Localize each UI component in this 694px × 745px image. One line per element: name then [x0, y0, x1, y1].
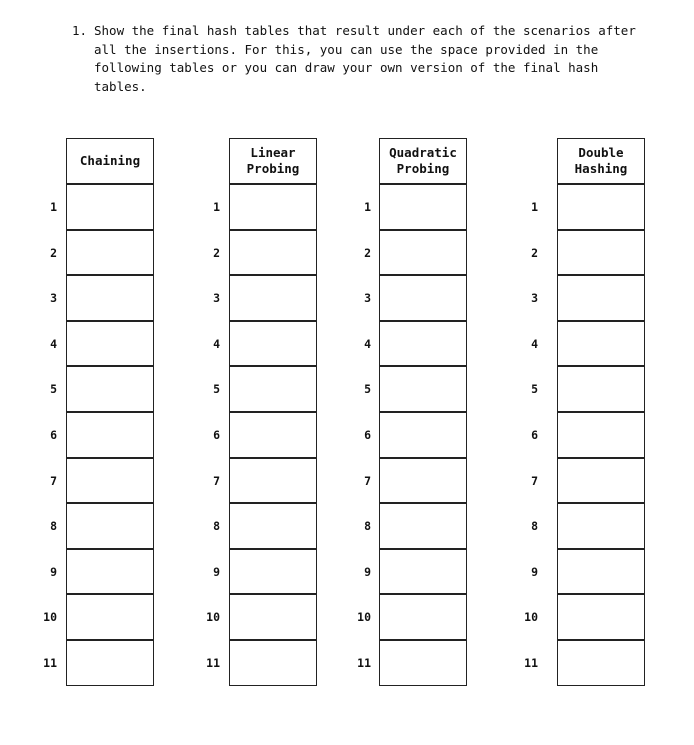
row-index-label: 7	[531, 473, 538, 488]
row-index-label: 7	[50, 473, 57, 488]
row-index-label: 2	[50, 245, 57, 260]
row-index-label: 3	[213, 291, 220, 306]
row-index-label: 6	[531, 428, 538, 442]
table-cell[interactable]	[229, 503, 317, 549]
row-index-label: 8	[213, 519, 220, 534]
row-index-label: 11	[357, 656, 371, 670]
row-index-label: 1	[531, 200, 538, 214]
row-index-label: 10	[357, 610, 371, 625]
table-cell[interactable]	[557, 366, 645, 412]
table-cell[interactable]	[557, 230, 645, 276]
row-index-label: 10	[524, 610, 538, 625]
table-cell[interactable]	[66, 275, 154, 321]
table-cell[interactable]	[66, 594, 154, 640]
table-cell[interactable]	[229, 184, 317, 230]
row-index-label: 9	[531, 564, 538, 579]
table-cell[interactable]	[229, 458, 317, 504]
row-index-label: 5	[531, 382, 538, 397]
row-index-label: 9	[50, 564, 57, 579]
question-text: Show the final hash tables that result under each of the scenarios after all the insertions. For this, you can use the space provided in the following tables or you can draw your own version of the final hash tables.	[94, 23, 636, 94]
table-cell[interactable]	[379, 549, 467, 595]
row-index-label: 4	[364, 336, 371, 351]
row-index-label: 2	[364, 245, 371, 260]
row-index-label: 11	[43, 656, 57, 670]
row-index-label: 9	[364, 564, 371, 579]
table-cell[interactable]	[66, 503, 154, 549]
table-cell[interactable]	[66, 640, 154, 686]
table-cell[interactable]	[229, 412, 317, 458]
row-index-label: 8	[531, 519, 538, 534]
table-cell[interactable]	[379, 458, 467, 504]
table-header: Double Hashing	[557, 138, 645, 184]
row-index-label: 8	[50, 519, 57, 534]
table-cell[interactable]	[557, 640, 645, 686]
table-cell[interactable]	[557, 275, 645, 321]
table-cell[interactable]	[229, 321, 317, 367]
table-cell[interactable]	[229, 549, 317, 595]
row-index-label: 2	[213, 245, 220, 260]
row-index-label: 4	[531, 336, 538, 351]
table-cell[interactable]	[557, 458, 645, 504]
question-block	[72, 22, 652, 96]
row-index-label: 10	[206, 610, 220, 625]
row-index-label: 11	[206, 656, 220, 670]
table-cell[interactable]	[66, 549, 154, 595]
table-cell[interactable]	[379, 184, 467, 230]
row-index-label: 1	[213, 200, 220, 214]
row-index-label: 4	[213, 336, 220, 351]
table-cell[interactable]	[229, 640, 317, 686]
table-cell[interactable]	[379, 321, 467, 367]
table-cell[interactable]	[229, 275, 317, 321]
table-cell[interactable]	[557, 412, 645, 458]
row-index-label: 4	[50, 336, 57, 351]
row-index-label: 6	[50, 428, 57, 442]
table-cell[interactable]	[66, 321, 154, 367]
question-number: 1.	[72, 23, 88, 38]
table-header: Quadratic Probing	[379, 138, 467, 184]
row-index-label: 11	[524, 656, 538, 670]
table-cell[interactable]	[379, 230, 467, 276]
row-index-label: 5	[50, 382, 57, 397]
table-cell[interactable]	[66, 366, 154, 412]
row-index-label: 1	[50, 200, 57, 214]
table-cell[interactable]	[66, 458, 154, 504]
table-cell[interactable]	[557, 594, 645, 640]
table-cell[interactable]	[379, 503, 467, 549]
table-cell[interactable]	[379, 594, 467, 640]
row-index-label: 7	[364, 473, 371, 488]
table-cell[interactable]	[557, 549, 645, 595]
table-cell[interactable]	[557, 503, 645, 549]
table-cell[interactable]	[229, 230, 317, 276]
table-cell[interactable]	[66, 184, 154, 230]
table-cell[interactable]	[229, 366, 317, 412]
table-cell[interactable]	[557, 184, 645, 230]
row-index-label: 5	[213, 382, 220, 397]
row-index-label: 3	[50, 291, 57, 306]
table-cell[interactable]	[557, 321, 645, 367]
row-index-label: 10	[43, 610, 57, 625]
row-index-label: 3	[531, 291, 538, 306]
table-cell[interactable]	[379, 412, 467, 458]
table-cell[interactable]	[379, 275, 467, 321]
row-index-label: 6	[213, 428, 220, 442]
table-cell[interactable]	[66, 230, 154, 276]
row-index-label: 8	[364, 519, 371, 534]
table-header: Chaining	[66, 138, 154, 184]
row-index-label: 3	[364, 291, 371, 306]
table-cell[interactable]	[379, 366, 467, 412]
table-header: Linear Probing	[229, 138, 317, 184]
table-cell[interactable]	[379, 640, 467, 686]
row-index-label: 1	[364, 200, 371, 214]
row-index-label: 6	[364, 428, 371, 442]
table-cell[interactable]	[229, 594, 317, 640]
row-index-label: 2	[531, 245, 538, 260]
row-index-label: 7	[213, 473, 220, 488]
row-index-label: 9	[213, 564, 220, 579]
table-cell[interactable]	[66, 412, 154, 458]
row-index-label: 5	[364, 382, 371, 397]
